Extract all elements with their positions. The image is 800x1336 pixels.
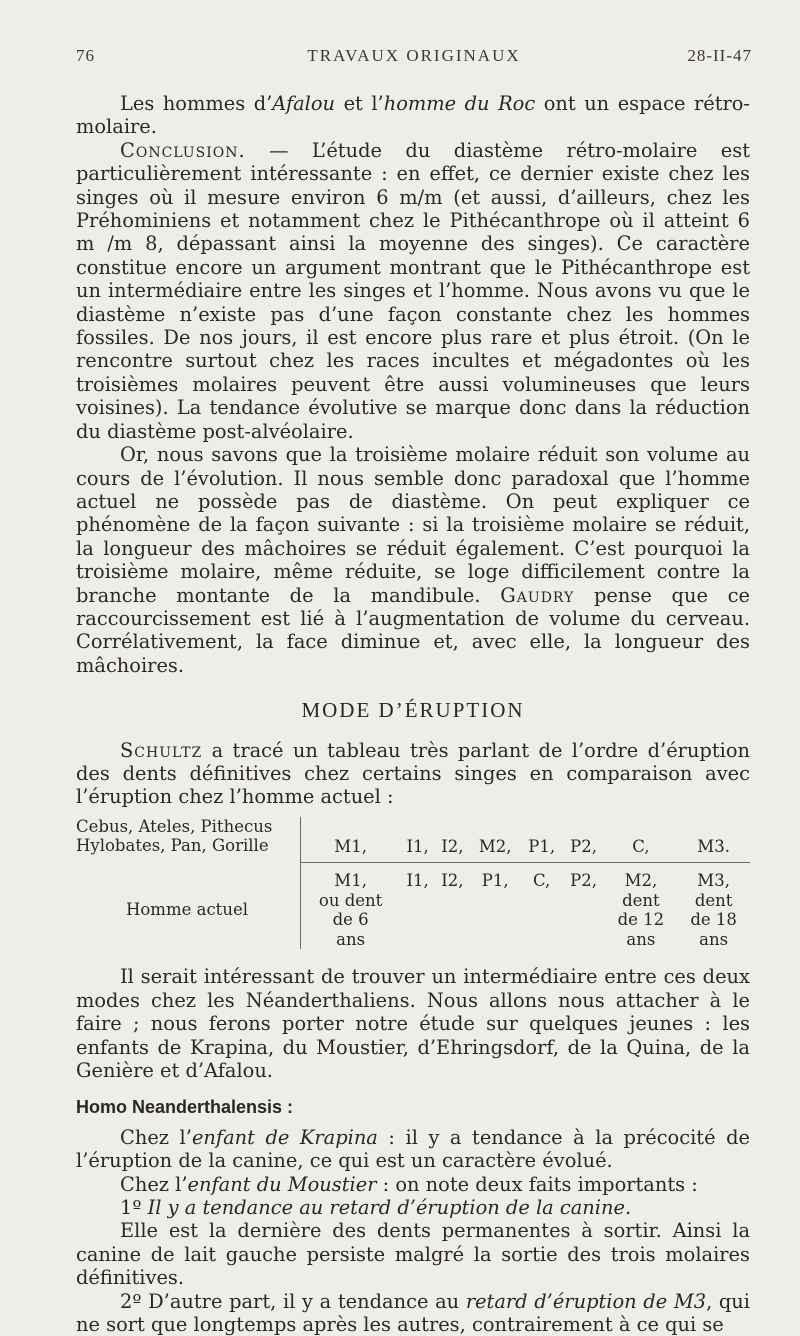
list-number: 1º bbox=[120, 1195, 148, 1219]
running-title: TRAVAUX ORIGINAUX bbox=[307, 46, 521, 65]
table-cell: P1, bbox=[521, 817, 563, 863]
table-cell: M2, dent de 12 ans bbox=[617, 871, 665, 949]
text-run: Or, nous savons que la troisième molaire réduit son volume au cours de l’évolution. Il nous semble donc paradoxal que l’homme actuel ne possède pas de diastème. On peut expliquer ce phénomène de la façon suivante : si la troisième molaire se réduit, la longueur des mâchoires se réduit également. C’est pourquoi la troisième molaire, même réduite, se loge difficilement contre la branche montante de la mandibule. bbox=[76, 443, 750, 607]
body-text bbox=[76, 92, 750, 1336]
row-label-apes bbox=[76, 817, 301, 863]
page-number: 76 bbox=[76, 46, 95, 65]
eruption-order-table bbox=[76, 817, 750, 950]
paragraph-canine: Elle est la dernière des dents permanentes à sortir. Ainsi la canine de lait gauche persiste malgré la sortie des trois molaires définitives. bbox=[76, 1219, 750, 1290]
text-run: Les hommes d’ bbox=[120, 92, 273, 115]
table-cell: I2, bbox=[441, 871, 464, 891]
text-run: Chez l’ bbox=[120, 1172, 188, 1196]
text-run: et l’ bbox=[335, 92, 384, 115]
text-run: Chez l’ bbox=[120, 1125, 192, 1149]
italic-afalou: Afalou bbox=[272, 92, 336, 115]
conclusion-lead: Conclusion. bbox=[120, 138, 246, 162]
table-cell: I1, bbox=[406, 871, 429, 891]
paragraph-afalou bbox=[76, 92, 750, 139]
table-row-apes bbox=[76, 817, 750, 863]
table-cell: M1, ou dent de 6 ans bbox=[318, 871, 383, 949]
paragraph-evolution bbox=[76, 443, 750, 677]
table-cell: C, bbox=[533, 871, 551, 891]
text-run: 2º D’autre part, il y a tendance au bbox=[120, 1289, 466, 1313]
running-header bbox=[76, 44, 752, 72]
text-run: : il y a tendance à la précocité de l’éruption de la canine, ce qui est un caractère évolué. bbox=[76, 1125, 750, 1173]
paragraph-point-2 bbox=[76, 1290, 750, 1336]
table-cell: M3, dent de 18 ans bbox=[690, 871, 737, 949]
table-cell: C, bbox=[605, 817, 678, 863]
paragraph-conclusion bbox=[76, 139, 750, 443]
author-gaudry: Gaudry bbox=[500, 583, 575, 607]
text-run: , qui ne sort que longtemps après les autres, contrairement à ce qui se bbox=[76, 1289, 750, 1336]
table-cell: P1, bbox=[481, 871, 509, 891]
text-run: : on note deux faits importants : bbox=[376, 1172, 698, 1196]
table-cell: P2, bbox=[563, 817, 605, 863]
italic-homme-du-roc: homme du Roc bbox=[383, 92, 536, 115]
text-run: pense que ce raccourcissement est lié à l’augmentation de volume du cerveau. Corrélativement, la face diminue et, avec elle, la longueur des mâchoires. bbox=[76, 583, 750, 677]
paragraph-schultz bbox=[76, 739, 750, 809]
italic-enfant-krapina: enfant de Krapina bbox=[191, 1125, 378, 1149]
text-run: — L’étude du diastème rétro-molaire est particulièrement intéressante : en effet, ce dernier existe chez les singes où il mesure environ 6 m/m (et aussi, d’ailleurs, chez les Préhominiens et notamment chez le Pithécanthrope où il atteint 6 m /m 8, dépassant ainsi la moyenne des singes). Ce caractère constitue encore un argument montrant que le Pithécanthrope est un intermédiaire entre les singes et l’homme. Nous avons vu que le diastème n’existe pas d’une façon constante chez les hommes fossiles. De nos jours, il est encore plus rare et plus étroit. (On le rencontre surtout chez les races incultes et mégadontes où les troisièmes molaires peuvent être aussi volumineuses que leurs voisines). La tendance évolutive se marque donc dans la réduction du diastème post-alvéolaire. bbox=[76, 138, 750, 443]
italic-retard-m3: retard d’éruption de M3 bbox=[465, 1289, 707, 1313]
subheading: Homo Neanderthalensis : bbox=[76, 1097, 294, 1118]
row-label-line: Hylobates, Pan, Gorille bbox=[76, 836, 269, 856]
paragraph-moustier bbox=[76, 1173, 750, 1196]
row-label-human: Homme actuel bbox=[76, 863, 301, 950]
table-cell: I2, bbox=[435, 817, 470, 863]
table-cell: M2, bbox=[470, 817, 521, 863]
text-run: a tracé un tableau très parlant de l’ordre d’éruption des dents définitives chez certains singes en comparaison avec l’éruption chez l’homme actuel : bbox=[76, 738, 750, 809]
italic-point-1: Il y a tendance au retard d’éruption de la canine. bbox=[147, 1195, 632, 1219]
paragraph-point-1 bbox=[76, 1196, 750, 1219]
paragraph-neanderthal-intro: Il serait intéressant de trouver un intermédiaire entre ces deux modes chez les Néanderthaliens. Nous allons nous attacher à le faire ; nous ferons porter notre étude sur quelques jeunes : les enfants de Krapina, du Moustier, d’Ehringsdorf, de la Quina, de la Genière et d’Afalou. bbox=[76, 965, 750, 1082]
issue-date: 28-II-47 bbox=[687, 46, 752, 65]
table-row-human bbox=[76, 863, 750, 950]
table-cell: I1, bbox=[400, 817, 435, 863]
author-schultz: Schultz bbox=[120, 738, 203, 762]
table-cell: M3. bbox=[677, 817, 750, 863]
table-cell: P2, bbox=[570, 871, 597, 891]
italic-enfant-moustier: enfant du Moustier bbox=[187, 1172, 377, 1196]
paragraph-krapina bbox=[76, 1126, 750, 1173]
section-title: MODE D’ÉRUPTION bbox=[301, 698, 525, 723]
text-run: ont un espace rétro-molaire. bbox=[76, 92, 750, 139]
table-cell: M1, bbox=[301, 817, 401, 863]
row-label-line: Cebus, Ateles, Pithecus bbox=[76, 816, 273, 836]
